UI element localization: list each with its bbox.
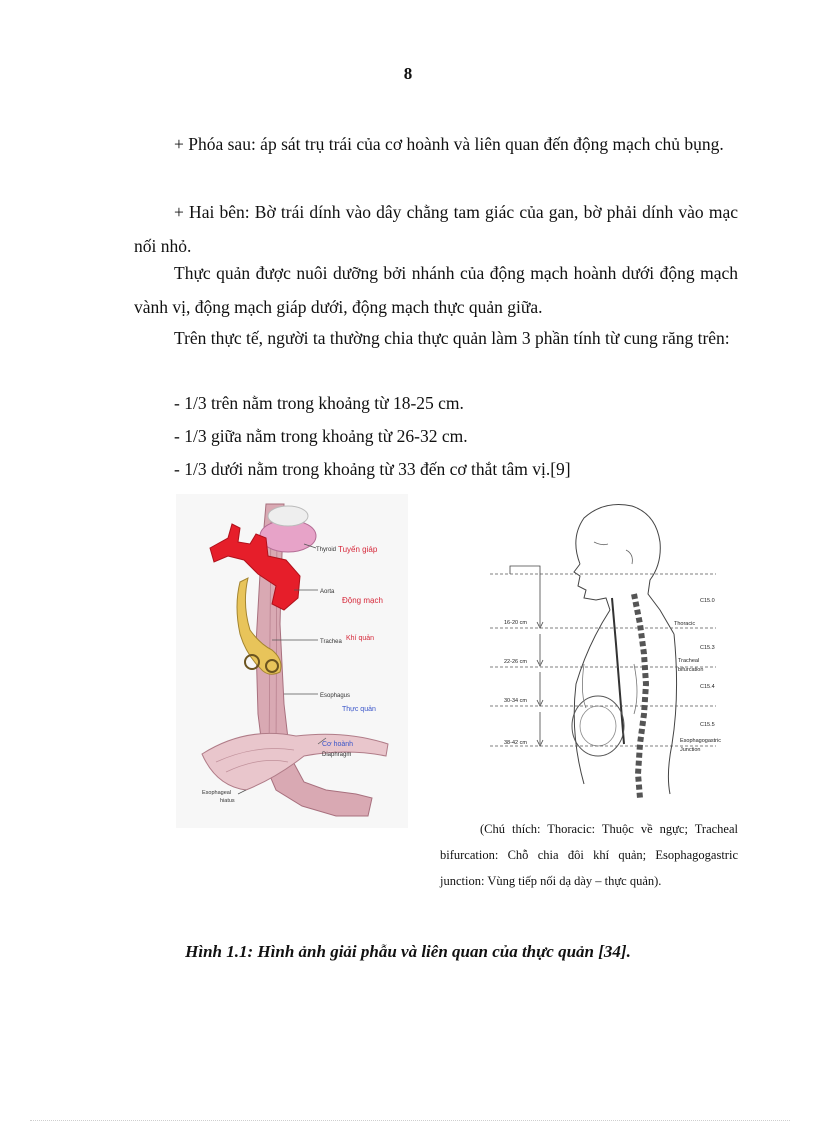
region-label-bifurcation: bifurcation bbox=[678, 667, 704, 673]
label-aorta-vi: Động mạch bbox=[342, 596, 383, 605]
paragraph-sides: + Hai bên: Bờ trái dính vào dây chằng tam giác của gan, bờ phải dính vào mạc nối nhỏ. bbox=[134, 202, 738, 256]
label-trachea-vi: Khí quản bbox=[346, 635, 375, 642]
distance-label: 22-26 cm bbox=[504, 659, 527, 665]
region-label-esophagogastric: Esophagogastric bbox=[680, 738, 721, 744]
label-esophagus-vi: Thực quản bbox=[342, 706, 376, 713]
spine-drawing bbox=[634, 594, 646, 798]
label-thyroid-en: Thyroid bbox=[316, 547, 337, 553]
segment-code: C15.5 bbox=[700, 722, 715, 728]
paragraph-division: Trên thực tế, người ta thường chia thực quản làm 3 phần tính từ cung răng trên: bbox=[174, 328, 730, 348]
label-hiatus-en-2: hiatus bbox=[220, 798, 235, 804]
paragraph-blood-supply: Thực quản được nuôi dưỡng bởi nhánh của động mạch hoành dưới động mạch vành vị, động mạch giáp dưới, động mạch thực quản giữa. bbox=[134, 263, 738, 317]
segment-code: C15.0 bbox=[700, 598, 715, 604]
region-label-junction: Junction bbox=[680, 747, 701, 753]
label-diaphragm-en: Diaphragm bbox=[322, 752, 352, 758]
figure-title: Hình 1.1: Hình ảnh giải phẫu và liên quan của thực quản [34]. bbox=[185, 942, 631, 961]
label-thyroid-vi: Tuyến giáp bbox=[338, 545, 378, 554]
figure-caption: (Chú thích: Thoracic: Thuộc về ngực; Tracheal bifurcation: Chỗ chia đôi khí quản; Esophagogastric junction: Vùng tiếp nối dạ dày – thực quản). bbox=[440, 822, 738, 888]
label-trachea-en: Trachea bbox=[320, 639, 342, 645]
bullet-middle-third: - 1/3 giữa nằm trong khoảng từ 26-32 cm. bbox=[174, 426, 468, 446]
label-hiatus-en-1: Esophageal bbox=[202, 790, 232, 796]
label-diaphragm-vi: Cơ hoành bbox=[322, 741, 354, 748]
label-aorta-en: Aorta bbox=[320, 589, 335, 595]
page-number: 8 bbox=[403, 64, 413, 83]
distance-label: 38-42 cm bbox=[504, 740, 527, 746]
bullet-upper-third: - 1/3 trên nằm trong khoảng từ 18-25 cm. bbox=[174, 393, 464, 413]
distance-label: 30-34 cm bbox=[504, 698, 527, 704]
label-esophagus-en: Esophagus bbox=[320, 693, 351, 699]
esophagus-anatomy-figure bbox=[176, 494, 408, 828]
segment-code: C15.3 bbox=[700, 645, 715, 651]
segment-code: C15.4 bbox=[700, 684, 715, 690]
region-label-tracheal: Tracheal bbox=[678, 658, 700, 664]
footer-divider bbox=[30, 1120, 790, 1121]
paragraph-posterior: + Phóa sau: áp sát trụ trái của cơ hoành và liên quan đến động mạch chủ bụng. bbox=[174, 134, 724, 154]
esophagus-segments-figure bbox=[484, 494, 722, 802]
bullet-lower-third: - 1/3 dưới nằm trong khoảng từ 33 đến cơ thắt tâm vị.[9] bbox=[174, 459, 571, 479]
head-outline bbox=[574, 505, 674, 635]
region-label-thoracic: Thoracic bbox=[674, 621, 696, 627]
distance-label: 16-20 cm bbox=[504, 620, 527, 626]
